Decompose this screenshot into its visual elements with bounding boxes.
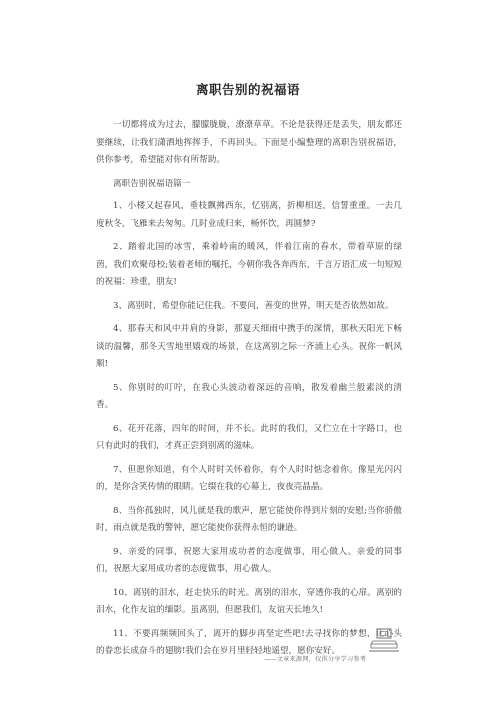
book-stack-logo-icon bbox=[368, 627, 400, 653]
blessing-item-11: 11、不要再频频回头了，离开的脚步再坚定些吧!去寻找你的梦想，让心头的眷恋长成奋斗的翅膀!我们会在岁月里轻轻地遥望，愿你安好。 bbox=[96, 628, 402, 656]
blessing-item-3: 3、离别时，希望你能记住我。不要问，善变的世界，明天是否依然如故。 bbox=[113, 300, 394, 311]
blessing-item-6: 6、花开花落，四年的时间，并不长。此时的我们，又伫立在十字路口，也只有此时的我们，才真正尝到别离的滋味。 bbox=[96, 423, 402, 451]
blessing-item-10: 10、离别的泪水，赶走快乐的时光。离别的泪水，穿透你我的心扉。离别的泪水，化作友谊的缅影。虽离别，但愿我们，友谊天长地久! bbox=[96, 587, 402, 615]
blessing-item-9: 9、亲爱的同事，祝愿大家用成功者的态度做事，用心做人。亲爱的同事们，祝愿大家用成功者的态度做事，用心做人。 bbox=[96, 546, 402, 574]
footer-source-note: ——文章来源网，仅供分享学习参考 bbox=[264, 656, 367, 663]
section-heading: 离职告别祝福语篇一 bbox=[113, 178, 191, 189]
document-body bbox=[96, 117, 402, 667]
blessing-item-1: 1、小楼又起春风，垂枝飘拂西东，忆别离，折柳相送，信誓重重。一去几度秋冬，飞雁来去匆匆。几时业成归来，畅怀饮，再圆梦? bbox=[96, 201, 402, 229]
document-title: 离职告别的祝福语 bbox=[195, 82, 300, 97]
blessing-item-2: 2、踏着北国的冰雪，乘着岭南的暖风，伴着江南的春水，带着草原的绿茵，我们欢聚母校;装着老师的嘱托，今朝你我各奔西东，千言万语汇成一句短短的祝福：珍重，朋友! bbox=[96, 242, 402, 287]
blessing-item-5: 5、你别时的叮咛，在我心头波动着深远的音响，散发着幽兰般素淡的清香。 bbox=[96, 382, 402, 410]
blessing-item-4: 4、那春天和风中并肩的身影，那夏天细雨中携手的深情，那秋天阳光下畅谈的温馨，那冬天雪地里嬉戏的场景，在这离别之际一齐涌上心头。祝你一帆风顺! bbox=[96, 324, 402, 369]
intro-paragraph: 一切都将成为过去，朦朦胧胧，潦潦草草。不论是获得还是丢失，朋友都还要继续，让我们潇洒地挥挥手，不再回头。下面是小编整理的离职告别祝福语，供你参考，希望能对你有所帮助。 bbox=[96, 120, 402, 165]
blessing-item-8: 8、当你孤独时，风儿就是我的歌声，愿它能使你得到片刻的安慰;当你骄傲时，雨点就是我的警钟，愿它能使你获得永恒的谦逊。 bbox=[96, 505, 402, 533]
blessing-item-7: 7、但愿你知道，有个人时时关怀着你，有个人时时惦念着你。像星光闪闪的，是你含笑传情的眼睛。它缀在我的心幕上，夜夜亮晶晶。 bbox=[96, 464, 402, 492]
